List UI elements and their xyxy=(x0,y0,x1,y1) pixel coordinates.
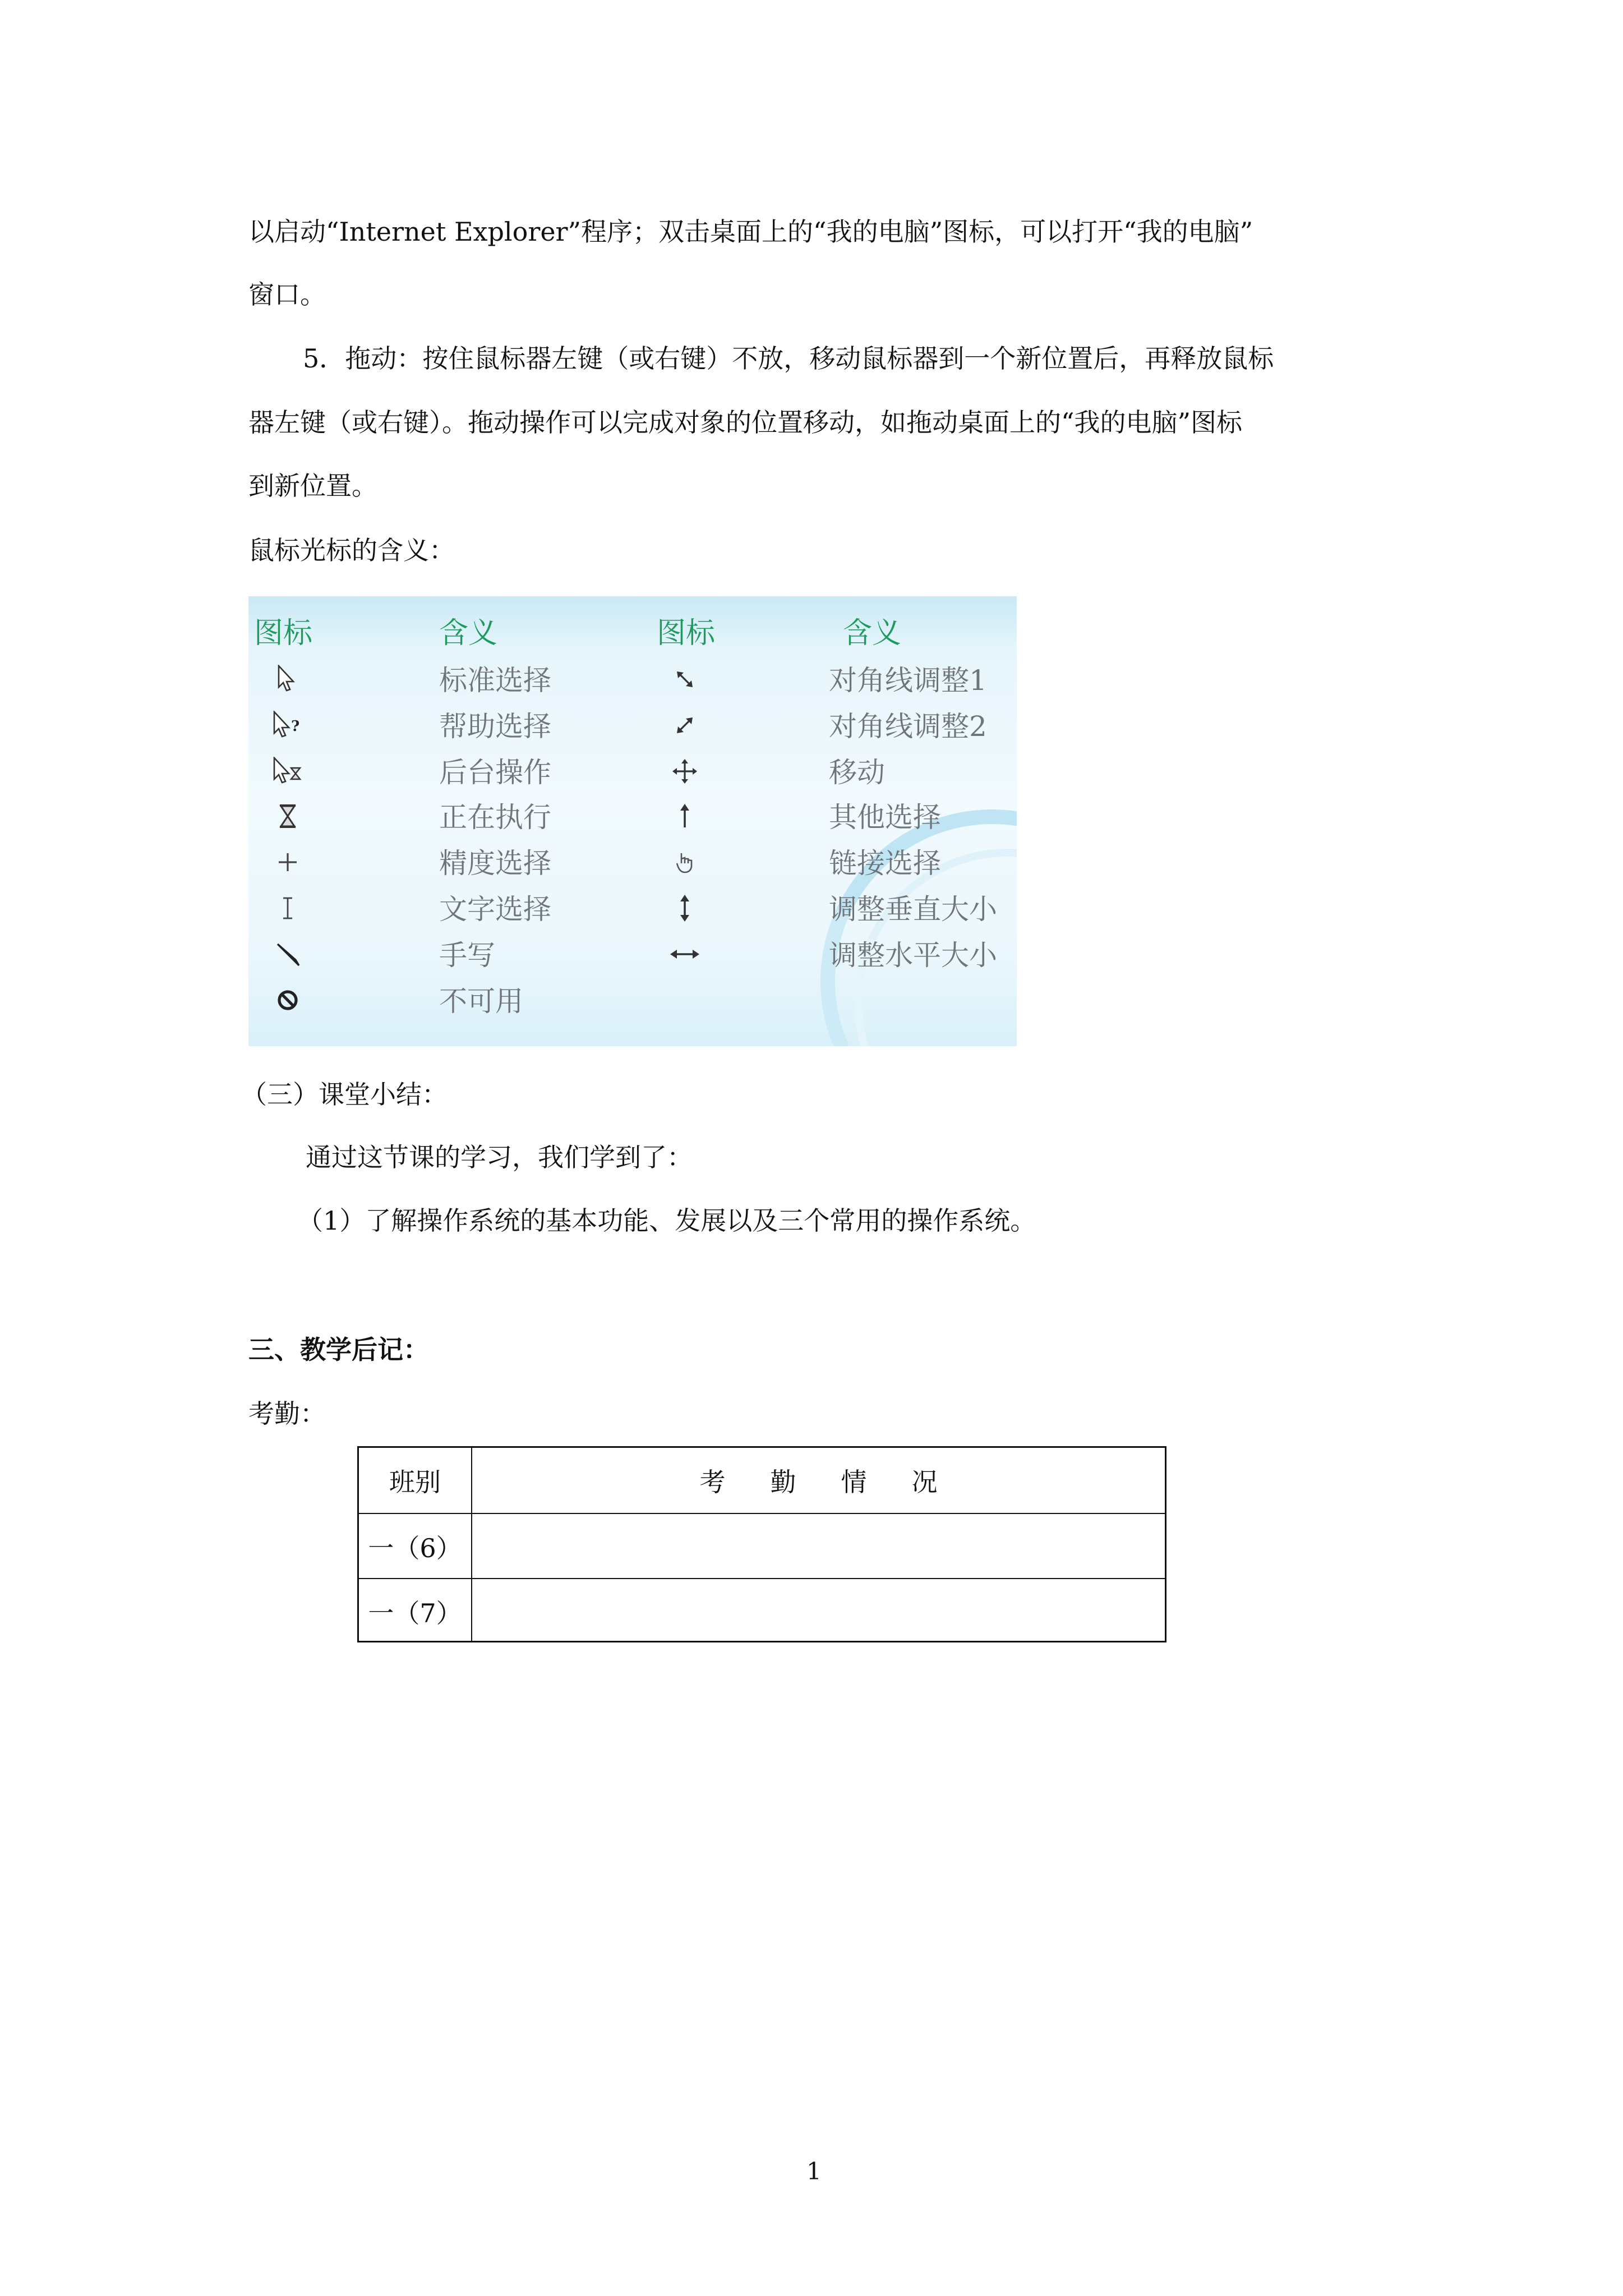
cursor-meaning-table xyxy=(248,596,1017,1046)
summary-item: （1）了解操作系统的基本功能、发展以及三个常用的操作系统。 xyxy=(297,1205,1036,1236)
cursor-meaning: 标准选择 xyxy=(439,664,551,697)
header-cell-attendance xyxy=(472,1448,1165,1513)
cursor-meaning: 移动 xyxy=(829,756,885,789)
attendance-cell xyxy=(472,1514,1165,1579)
cursor-meaning: 不可用 xyxy=(439,985,523,1018)
pen-icon xyxy=(271,937,305,971)
cursor-meaning: 调整垂直大小 xyxy=(829,893,997,926)
header-char: 考 xyxy=(699,1467,726,1497)
table-header: 图标 xyxy=(254,616,313,650)
diagonal-resize-1-icon xyxy=(668,662,702,696)
arrow-cursor-icon xyxy=(271,662,305,696)
summary-intro: 通过这节课的学习，我们学到了： xyxy=(306,1142,693,1172)
class-cell: 一（6） xyxy=(368,1533,462,1563)
header-char: 勤 xyxy=(770,1467,796,1497)
hourglass-icon xyxy=(271,799,305,833)
section-heading: 三、教学后记： xyxy=(248,1335,429,1365)
cursor-meaning: 对角线调整1 xyxy=(829,664,987,697)
cursor-meaning: 文字选择 xyxy=(439,893,551,926)
diagonal-resize-2-icon xyxy=(668,708,702,742)
paragraph-line: 鼠标光标的含义： xyxy=(248,535,455,565)
hand-icon xyxy=(668,845,702,879)
summary-heading: （三）课堂小结： xyxy=(241,1079,448,1110)
up-arrow-icon xyxy=(668,799,702,833)
move-icon xyxy=(668,754,702,788)
attendance-table xyxy=(357,1446,1166,1642)
table-header: 图标 xyxy=(657,616,716,650)
ibeam-icon xyxy=(271,891,305,925)
unavailable-icon xyxy=(271,983,305,1017)
table-header-row xyxy=(359,1448,1165,1513)
help-cursor-icon xyxy=(271,708,305,742)
paragraph-line: 窗口。 xyxy=(248,279,326,310)
cursor-meaning: 正在执行 xyxy=(439,801,551,834)
horizontal-resize-icon xyxy=(668,937,702,971)
background-busy-cursor-icon xyxy=(271,754,305,788)
cursor-meaning: 帮助选择 xyxy=(439,710,551,743)
table-header: 含义 xyxy=(439,616,498,650)
cursor-meaning: 对角线调整2 xyxy=(829,710,987,743)
crosshair-icon xyxy=(271,845,305,879)
cursor-meaning: 手写 xyxy=(439,939,495,972)
table-row xyxy=(359,1578,1165,1644)
cursor-meaning: 调整水平大小 xyxy=(829,939,997,972)
header-char: 情 xyxy=(841,1467,867,1497)
page-number: 1 xyxy=(806,2157,822,2185)
attendance-label: 考勤： xyxy=(248,1398,326,1429)
paragraph-line: 到新位置。 xyxy=(248,471,377,501)
paragraph-line: 5．拖动：按住鼠标器左键（或右键）不放，移动鼠标器到一个新位置后，再释放鼠标 xyxy=(303,343,1274,374)
cursor-meaning: 后台操作 xyxy=(439,756,551,789)
svg-text:?: ? xyxy=(291,718,300,735)
header-char: 况 xyxy=(911,1467,938,1497)
paragraph-line: 器左键（或右键）。拖动操作可以完成对象的位置移动，如拖动桌面上的“我的电脑”图标 xyxy=(248,407,1243,438)
cursor-meaning: 链接选择 xyxy=(829,847,941,880)
header-cell-class: 班别 xyxy=(389,1467,441,1497)
paragraph-line: 以启动“Internet Explorer”程序；双击桌面上的“我的电脑”图标，可以打开“我的电脑” xyxy=(248,217,1253,247)
table-header: 含义 xyxy=(843,616,902,650)
cursor-meaning: 精度选择 xyxy=(439,847,551,880)
table-row xyxy=(359,1513,1165,1579)
cursor-meaning: 其他选择 xyxy=(829,801,941,834)
vertical-resize-icon xyxy=(668,891,702,925)
attendance-cell xyxy=(472,1579,1165,1644)
class-cell: 一（7） xyxy=(368,1598,462,1628)
